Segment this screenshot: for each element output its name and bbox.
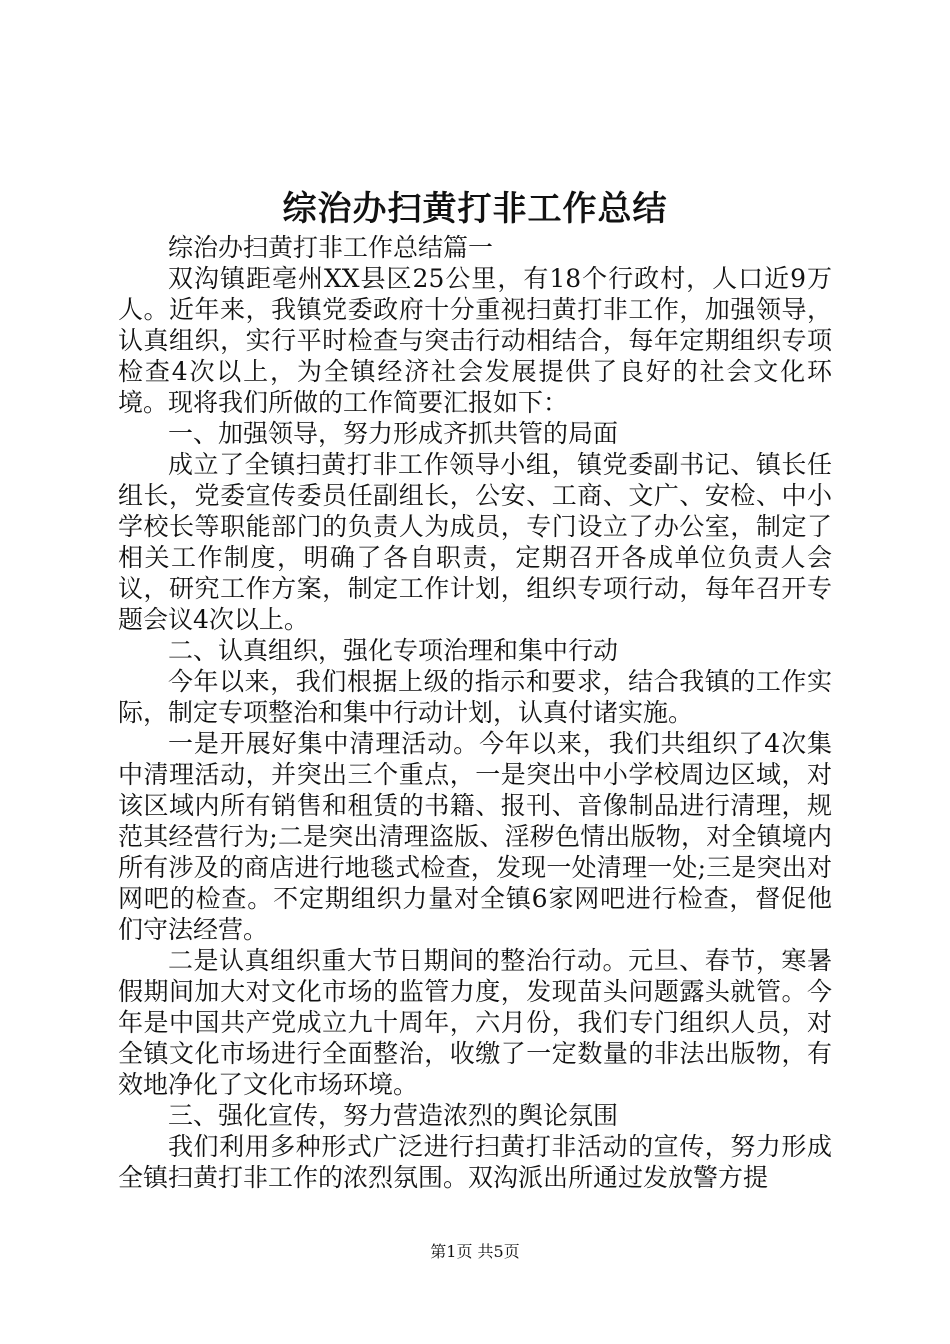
page-footer: 第1页 共5页	[430, 1242, 520, 1261]
section-heading: 一、加强领导，努力形成齐抓共管的局面	[168, 419, 619, 448]
section-heading: 二、认真组织，强化专项治理和集中行动	[168, 636, 619, 665]
paragraph: 双沟镇距亳州XX县区25公里，有18个行政村，人口近9万人。近年来，我镇党委政府十分重视扫黄打非工作，加强领导，认真组织，实行平时检查与突击行动相结合，每年定期组织专项检查4次以上，为全镇经济社会发展提供了良好的社会文化环境。现将我们所做的工作简要汇报如下：	[118, 264, 832, 417]
section-heading: 三、强化宣传，努力营造浓烈的舆论氛围	[168, 1101, 619, 1130]
paragraph: 今年以来，我们根据上级的指示和要求，结合我镇的工作实际，制定专项整治和集中行动计划，认真付诸实施。	[118, 667, 832, 727]
paragraph: 一是开展好集中清理活动。今年以来，我们共组织了4次集中清理活动，并突出三个重点，一是突出中小学校周边区域，对该区域内所有销售和租赁的书籍、报刊、音像制品进行清理，规范其经营行为;二是突出清理盗版、淫秽色情出版物，对全镇境内所有涉及的商店进行地毯式检查，发现一处清理一处;三是突出对网吧的检查。不定期组织力量对全镇6家网吧进行检查，督促他们守法经营。	[118, 729, 832, 944]
document-title: 综治办扫黄打非工作总结	[282, 189, 668, 229]
paragraph: 成立了全镇扫黄打非工作领导小组，镇党委副书记、镇长任组长，党委宣传委员任副组长，公安、工商、文广、安检、中小学校长等职能部门的负责人为成员，专门设立了办公室，制定了相关工作制度，明确了各自职责，定期召开各成单位负责人会议，研究工作方案，制定工作计划，组织专项行动，每年召开专题会议4次以上。	[118, 450, 832, 634]
paragraph: 综治办扫黄打非工作总结篇一	[168, 233, 494, 262]
paragraph: 二是认真组织重大节日期间的整治行动。元旦、春节，寒暑假期间加大对文化市场的监管力度，发现苗头问题露头就管。今年是中国共产党成立九十周年，六月份，我们专门组织人员，对全镇文化市场进行全面整治，收缴了一定数量的非法出版物，有效地净化了文化市场环境。	[118, 946, 832, 1099]
paragraph: 我们利用多种形式广泛进行扫黄打非活动的宣传，努力形成全镇扫黄打非工作的浓烈氛围。双沟派出所通过发放警方提	[118, 1132, 832, 1192]
document-body	[118, 232, 832, 1193]
